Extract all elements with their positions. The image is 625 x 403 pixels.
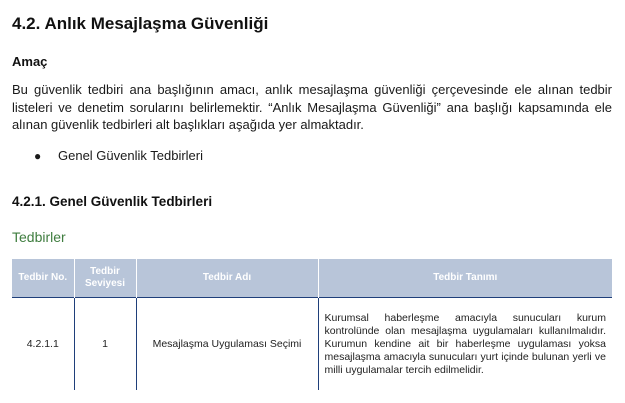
bullet-item-label: Genel Güvenlik Tedbirleri bbox=[58, 148, 203, 163]
amac-heading: Amaç bbox=[12, 54, 48, 69]
bullet-list-item bbox=[34, 148, 203, 163]
header-tedbir-no: Tedbir No. bbox=[12, 259, 74, 298]
bullet-icon: ● bbox=[34, 149, 42, 163]
tedbir-table bbox=[12, 259, 612, 390]
header-tedbir-adi: Tedbir Adı bbox=[136, 259, 318, 298]
table-header-row bbox=[12, 259, 612, 298]
header-tedbir-tanimi: Tedbir Tanımı bbox=[318, 259, 612, 298]
section-title: 4.2. Anlık Mesajlaşma Güvenliği bbox=[12, 14, 269, 33]
table-row bbox=[12, 298, 612, 391]
subsection-title: 4.2.1. Genel Güvenlik Tedbirleri bbox=[12, 194, 213, 209]
cell-tedbir-no: 4.2.1.1 bbox=[12, 298, 74, 391]
header-tedbir-seviyesi: Tedbir Seviyesi bbox=[74, 259, 136, 298]
cell-tedbir-seviyesi: 1 bbox=[74, 298, 136, 391]
cell-tedbir-tanimi: Kurumsal haberleşme amacıyla sunucuları kurum kontrolünde olan mesajlaşma uygulamaları kullanılmalıdır. Kurumun kendine ait bir haberleşme uygulaması yoksa mesajlaşma amacıyla sunucuları yurt içinde bulunan yerli ve milli uygulamalar tercih edilmelidir. bbox=[318, 298, 612, 391]
tedbirler-label: Tedbirler bbox=[12, 229, 66, 245]
cell-tedbir-adi: Mesajlaşma Uygulaması Seçimi bbox=[136, 298, 318, 391]
intro-paragraph: Bu güvenlik tedbiri ana başlığının amacı, anlık mesajlaşma güvenliği çerçevesinde ele alınan tedbir listeleri ve denetim sorularını belirlemektir. “Anlık Mesajlaşma Güvenliği” ana başlığı kapsamında ele alınan güvenlik tedbirleri alt başlıkları aşağıda yer almaktadır. bbox=[12, 82, 612, 132]
